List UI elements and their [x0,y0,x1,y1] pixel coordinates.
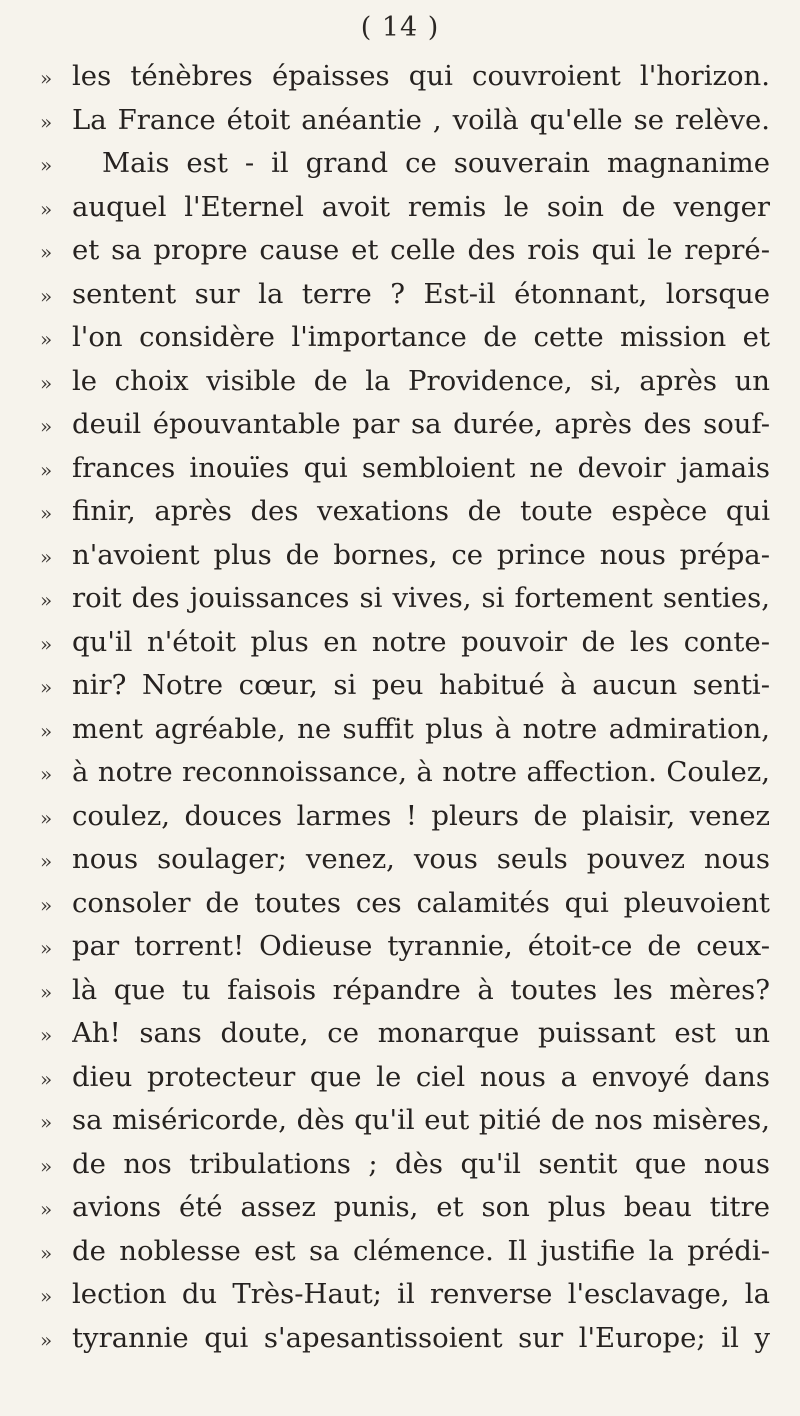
line-text: sentent sur la terre ? Est-il étonnant, lorsque [72,277,770,310]
text-line [40,969,770,1013]
line-text: La France étoit anéantie , voilà qu'elle se relève. [72,103,770,136]
quotation-mark: » [40,675,53,699]
line-text: tyrannie qui s'apesantissoient sur l'Europe; il y [72,1321,770,1354]
line-text: qu'il n'étoit plus en notre pouvoir de les conte- [72,625,770,658]
text-line [40,577,770,621]
line-text: auquel l'Eternel avoit remis le soin de venger [72,190,770,223]
quotation-mark: » [40,892,53,917]
line-text: à notre reconnoissance, à notre affection. Coulez, [72,756,770,788]
text-line [40,403,770,447]
line-text: finir, après des vexations de toute espèce qui [72,495,770,527]
quotation-mark: » [40,1153,53,1178]
quotation-mark: » [40,414,53,438]
quotation-mark: » [40,1240,53,1265]
text-line [40,1056,770,1100]
line-text: roit des jouissances si vives, si fortement senties, [72,582,770,614]
line-text: Mais est - il grand ce souverain magnanime [102,147,770,179]
quotation-mark: » [40,370,53,395]
quotation-mark: » [40,718,53,743]
text-line [40,1099,770,1143]
line-text: les ténèbres épaisses qui couvroient l'horizon. [72,60,770,92]
line-text: de nos tribulations ; dès qu'il sentit que nous [72,1147,770,1180]
line-text: coulez, douces larmes ! pleurs de plaisir, venez [72,799,770,832]
line-text: n'avoient plus de bornes, ce prince nous prépa- [72,538,770,571]
quotation-mark: » [40,588,53,612]
quotation-mark: » [40,544,53,569]
line-text: ment agréable, ne suffit plus à notre admiration, [72,712,770,745]
text-line [40,664,770,708]
page-number: ( 14 ) [360,12,440,43]
text-line [40,490,770,534]
quotation-mark: » [40,1110,53,1134]
text-line [40,360,770,404]
quotation-mark: » [40,283,53,308]
quotation-mark: » [40,153,53,177]
quotation-mark: » [40,1023,53,1047]
quotation-mark: » [40,457,53,482]
quotation-mark: » [40,501,53,525]
line-text: frances inouïes qui sembloient ne devoir jamais [72,451,770,484]
quotation-mark: » [40,1284,53,1308]
line-text: et sa propre cause et celle des rois qui le repré- [72,234,770,266]
quotation-mark: » [40,196,53,221]
text-line [40,534,770,578]
quotation-mark: » [40,849,53,873]
text-line [40,1230,770,1274]
quotation-mark: » [40,109,53,134]
quotation-mark: » [40,327,53,351]
quotation-mark: » [40,936,53,960]
quotation-mark: » [40,631,53,656]
text-line [40,1317,770,1361]
text-line [40,229,770,273]
text-line [40,316,770,360]
text-line [40,273,770,317]
quotation-mark: » [40,1066,53,1091]
line-text: deuil épouvantable par sa durée, après des souf- [72,408,770,440]
text-line [40,1186,770,1230]
quotation-mark: » [40,240,53,264]
line-text: de noblesse est sa clémence. Il justifie la prédi- [72,1234,770,1267]
line-text: par torrent! Odieuse tyrannie, étoit-ce de ceux- [72,930,770,962]
text-line [40,186,770,230]
body-text [40,55,770,1360]
line-text: là que tu faisois répandre à toutes les mères? [72,973,770,1006]
text-line [40,838,770,882]
quotation-mark: » [40,1197,53,1221]
line-text: nir? Notre cœur, si peu habitué à aucun senti- [72,669,770,701]
text-line [40,1012,770,1056]
line-text: dieu protecteur que le ciel nous a envoyé dans [72,1060,770,1093]
quotation-mark: » [40,1327,53,1352]
line-text: consoler de toutes ces calamités qui pleuvoient [72,886,770,919]
text-line [40,882,770,926]
text-line [40,142,770,186]
line-text: l'on considère l'importance de cette mission et [72,321,770,353]
line-text: sa miséricorde, dès qu'il eut pitié de nos misères, [72,1104,770,1136]
text-line [40,751,770,795]
line-text: Ah! sans doute, ce monarque puissant est un [72,1017,770,1049]
quotation-mark: » [40,762,53,786]
text-line [40,99,770,143]
text-line [40,447,770,491]
text-line [40,621,770,665]
line-text: avions été assez punis, et son plus beau titre [72,1191,770,1223]
line-text: le choix visible de la Providence, si, après un [72,364,770,397]
text-line [40,1273,770,1317]
text-line [40,925,770,969]
text-line [40,1143,770,1187]
text-line [40,795,770,839]
line-text: lection du Très-Haut; il renverse l'esclavage, la [72,1278,770,1310]
text-line [40,55,770,99]
line-text: nous soulager; venez, vous seuls pouvez nous [72,843,770,875]
quotation-mark: » [40,66,53,90]
quotation-mark: » [40,805,53,830]
quotation-mark: » [40,979,53,1004]
text-line [40,708,770,752]
